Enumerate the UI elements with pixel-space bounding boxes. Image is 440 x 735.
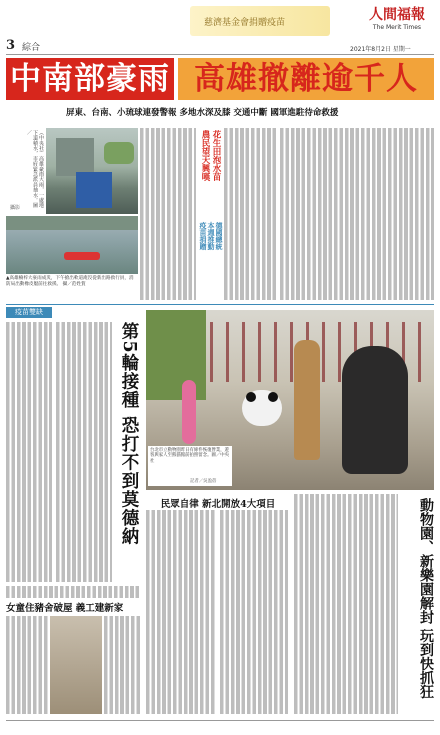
photo1-credit: 攝影 <box>10 205 21 211</box>
side-title-3: 德國總統 <box>215 222 224 250</box>
article-text-right <box>280 128 434 300</box>
zoo-panda-statue <box>242 390 282 426</box>
advert-text: 慈濟基金會捐贈疫苗 <box>204 18 286 28</box>
bottom-photo <box>50 616 102 714</box>
panda-ear-right <box>268 392 278 402</box>
photo1-caption: （中央社）高雄豪雨大雨，一處地下道積水，市府緊急派員抽水。圖／ <box>26 130 44 208</box>
photo-river-flood <box>6 216 138 274</box>
headline-banner <box>6 58 434 100</box>
article-text-left <box>140 128 196 300</box>
zoo-headline: 動物園、新樂園解封 玩到快抓狂 <box>418 498 434 699</box>
photo2-caption <box>6 276 138 287</box>
new-taipei-text-1 <box>146 510 216 714</box>
top-advert <box>190 6 330 36</box>
panda-ear-left <box>246 392 256 402</box>
page-number: 3 <box>6 38 16 53</box>
side-title-5: 疫苗捐贈 <box>199 222 208 250</box>
bottom-text-2 <box>104 616 140 714</box>
logo-text: 人間福報 <box>369 7 425 23</box>
headline-part1: 中南部豪雨 <box>6 58 174 100</box>
side-title-4: 本週推動 <box>207 222 216 250</box>
bottom-text-1 <box>6 616 48 714</box>
side-story-title <box>198 130 222 230</box>
photo-plants <box>104 142 134 164</box>
article-text-mid <box>224 128 278 300</box>
photo-building <box>56 138 94 176</box>
side-title-2: 農民望天興嘆 <box>200 130 210 181</box>
bottom-headline: 女童住豬舍破屋 義工建新家 <box>6 603 124 614</box>
photo-shore <box>6 216 138 230</box>
zoo-hedge <box>146 310 206 400</box>
vaccine-text-1 <box>6 322 52 582</box>
issue-date: 2021年8月2日 星期一 <box>350 46 411 53</box>
vaccine-text-bottom <box>6 586 140 598</box>
logo-english: The Merit Times <box>372 24 422 31</box>
side-title-1: 花生田泡水苗 <box>211 130 221 181</box>
zoo-caption: 台北市立動物園昨日有條件恢復營業，遊客與家人至熊貓館前拍照留念。圖／中央社 <box>150 448 230 464</box>
section-divider <box>6 304 434 305</box>
masthead-underline <box>6 54 434 55</box>
section-label: 疫苗雙缺 <box>6 307 52 318</box>
logo <box>360 4 434 36</box>
section-name: 綜合 <box>22 43 41 53</box>
photo-blue-machine <box>76 172 112 208</box>
photo2-credit: 攝／范姓賀 <box>62 281 86 287</box>
sub-headline: 屏東、台南、小琉球連發警報 多地水深及膝 交通中斷 國軍進駐待命救援 <box>66 108 339 118</box>
zoo-credit: 記者／吳盈蓓 <box>190 479 217 484</box>
zoo-child-visitor <box>182 380 196 444</box>
zoo-text <box>294 494 398 714</box>
photo-street-flood <box>46 128 138 214</box>
zoo-adult-visitor <box>294 340 320 460</box>
masthead <box>0 0 440 56</box>
new-taipei-text-2 <box>220 510 288 714</box>
vaccine-headline: 第5輪接種 恐打不到莫德納 <box>119 322 139 546</box>
vaccine-text-2 <box>56 322 112 582</box>
photo2-caption-text: ▲高雄楠梓大豪雨成災，下午搶出軟道淹沒從新出路救行員，消防局出動橡皮艇前往救援。 <box>6 276 134 287</box>
side-story-title-b <box>198 222 222 298</box>
footer-rule <box>6 720 434 721</box>
zoo-caption-box <box>148 446 232 486</box>
photo-boat <box>64 252 100 260</box>
zoo-bear-statue <box>342 346 408 474</box>
headline-part2: 高雄撤離逾千人 <box>178 58 434 100</box>
new-taipei-headline: 民眾自律 新北開放4大項目 <box>160 499 276 510</box>
